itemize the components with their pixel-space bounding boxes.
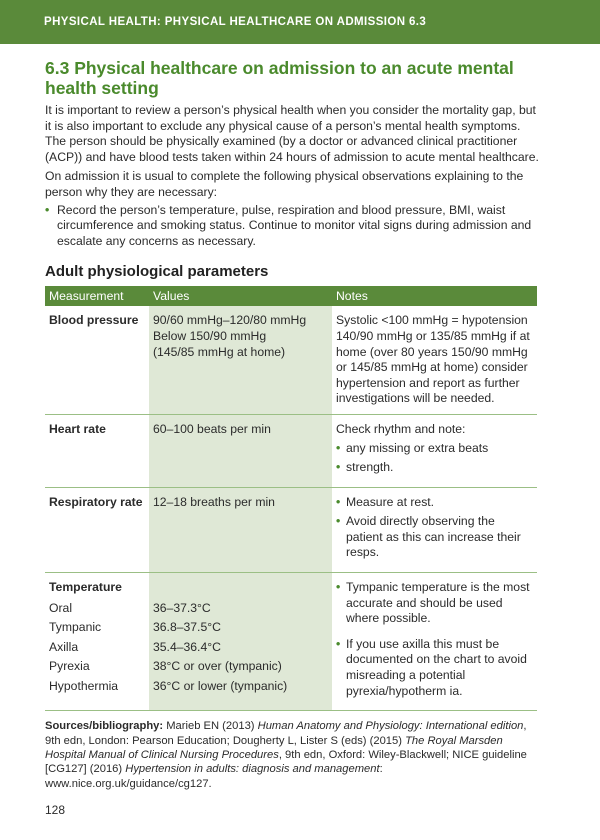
table-row-respiratory-rate: [45, 487, 537, 572]
values-blood-pressure: [149, 306, 332, 414]
values-temperature: [149, 573, 332, 711]
temperature-value: 36°C or lower (tympanic): [153, 679, 288, 694]
header-measurement: Measurement: [45, 286, 149, 306]
observations-list: [45, 203, 540, 250]
temperature-label: Pyrexia: [49, 659, 90, 674]
temperature-label: Hypothermia: [49, 679, 119, 694]
section-title: 6.3 Physical healthcare on admission to an acute mental health setting: [45, 58, 514, 98]
header-notes: Notes: [332, 286, 537, 306]
sources-label: Sources/bibliography:: [45, 720, 164, 733]
intro-paragraph: It is important to review a person’s physical health when you consider the mortality gap, but it is also important to exclude any physical cause of a person’s mental health symptoms. The person should be physically examined (by a doctor or advanced clinical practitioner (ACP)) and have blood tests taken within 24 hours of admission to acute mental healthcare.: [45, 103, 539, 164]
list-item: • If you use axilla this must be documented on the chart to avoid misreading a potential pyrexia/hypotherm ia.: [336, 637, 533, 699]
sources-link[interactable]: : www.nice.org.uk/guidance/cg127.: [45, 763, 383, 790]
value-line: Below 150/90 mmHg: [153, 328, 267, 343]
page-content: [45, 58, 540, 791]
sources-title: The Royal Marsden Hospital Manual of Clinical Nursing Procedures: [45, 734, 503, 762]
value-line: 90/60 mmHg–120/80 mmHg: [153, 313, 307, 328]
notes-blood-pressure: Systolic <100 mmHg = hypotension 140/90 mmHg or 135/85 mmHg if at home (over 80 years 150/90 mmHg or 145/85 mmHg at home) consider hypertension and report as further investigations will be needed.: [332, 306, 537, 414]
list-item: • Avoid directly observing the patient as this can increase their resps.: [336, 514, 533, 561]
temperature-value: 36.8–37.5°C: [153, 620, 221, 635]
temperature-value: 36–37.3°C: [153, 600, 211, 615]
list-item: • strength.: [336, 460, 533, 476]
temperature-label: Tympanic: [49, 620, 102, 635]
header-values: Values: [149, 286, 332, 306]
running-header-title: PHYSICAL HEALTH: PHYSICAL HEALTHCARE ON ADMISSION 6.3: [44, 16, 427, 28]
temperature-value: 38°C or over (tympanic): [153, 659, 282, 674]
table-row-temperature: [45, 573, 537, 711]
list-item: • any missing or extra beats: [336, 441, 533, 457]
sources-text: Marieb EN (2013): [163, 720, 258, 733]
sources-bibliography: [45, 719, 537, 791]
sources-text: , 9th edn, Oxford: Wiley-Blackwell; NICE guideline [CG127] (2016): [45, 749, 527, 776]
sources-title: Human Anatomy and Physiology: International edition: [257, 720, 524, 733]
temperature-heading: Temperature: [49, 580, 122, 595]
values-heart-rate: 60–100 beats per min: [149, 414, 332, 487]
temperature-label: Oral: [49, 600, 73, 615]
notes-heart-rate: [332, 414, 537, 487]
values-respiratory-rate: 12–18 breaths per min: [149, 487, 332, 572]
parameters-table: [45, 286, 537, 711]
notes-temperature: [332, 573, 537, 711]
notes-intro: Check rhythm and note:: [336, 421, 466, 436]
list-item: • Tympanic temperature is the most accurate and should be used where possible.: [336, 580, 533, 627]
observations-list-item: • Record the person’s temperature, pulse, respiration and blood pressure, BMI, waist circumference and smoking status. Continue to monitor vital signs during admission and escalate any concerns as necessary.: [45, 203, 540, 250]
measurement-blood-pressure: Blood pressure: [45, 306, 149, 414]
list-item: • Measure at rest.: [336, 495, 533, 511]
table-header-row: [45, 286, 537, 306]
measurement-respiratory-rate: Respiratory rate: [45, 487, 149, 572]
value-line: (145/85 mmHg at home): [153, 344, 286, 359]
sources-title: Hypertension in adults: diagnosis and management: [125, 763, 380, 776]
notes-respiratory-rate: [332, 487, 537, 572]
sources-text: , 9th edn, London: Pearson Education; Dougherty L, Lister S (eds) (2015): [45, 720, 527, 747]
observations-paragraph: On admission it is usual to complete the following physical observations explaining to the person why they are necessary:: [45, 169, 524, 199]
measurement-heart-rate: Heart rate: [45, 414, 149, 487]
table-row-heart-rate: [45, 414, 537, 487]
table-row-blood-pressure: [45, 306, 537, 414]
temperature-label: Axilla: [49, 639, 79, 654]
temperature-value: 35.4–36.4°C: [153, 639, 221, 654]
running-header: [0, 0, 600, 44]
measurement-temperature: [45, 573, 149, 711]
table-title: Adult physiological parameters: [45, 263, 269, 281]
page-number: 128: [45, 803, 66, 817]
